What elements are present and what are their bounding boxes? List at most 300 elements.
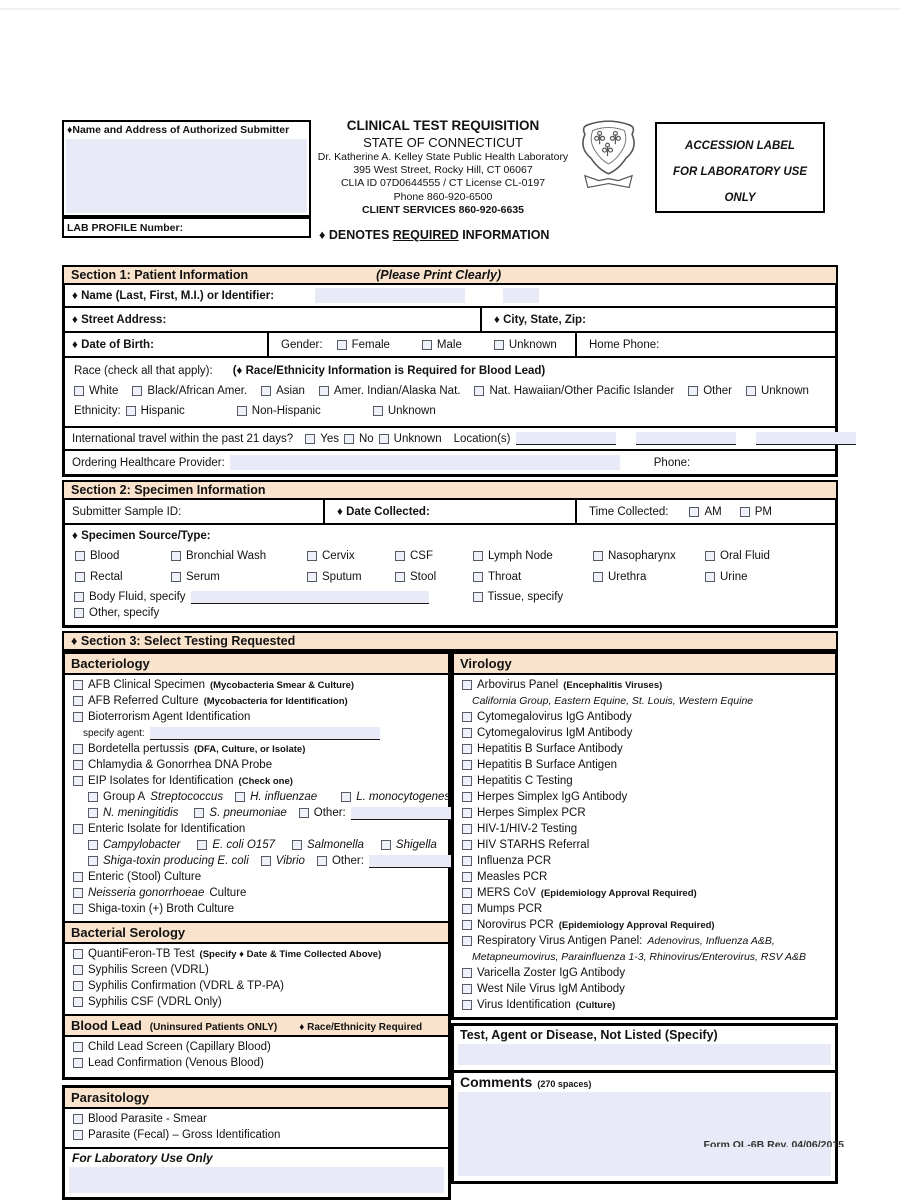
print-clearly-note: (Please Print Clearly)	[376, 268, 502, 282]
checkbox[interactable]	[171, 551, 181, 561]
text-label: Black/African Amer.	[147, 385, 248, 397]
bacteriology-box	[62, 651, 451, 1080]
left-test-column	[62, 651, 451, 1200]
lab-use-input-area[interactable]	[69, 1167, 444, 1193]
testing-columns	[62, 651, 838, 1200]
section2-box	[62, 500, 838, 628]
text-label: Oral Fluid	[720, 549, 770, 562]
specimen-option	[705, 568, 828, 585]
text-label: Arbovirus Panel	[477, 679, 559, 691]
checkbox[interactable]	[126, 406, 136, 416]
text-label: Influenza PCR	[477, 855, 552, 867]
checkbox[interactable]	[194, 808, 204, 818]
form-row	[460, 885, 833, 901]
comments-header	[454, 1070, 835, 1091]
form-title: CLINICAL TEST REQUISITION	[346, 118, 540, 133]
bacteriology-header	[65, 654, 448, 675]
text-label: AFB Clinical Specimen	[88, 679, 205, 691]
checkbox[interactable]	[73, 1058, 83, 1068]
fill-in-blank[interactable]	[756, 432, 856, 445]
checkbox[interactable]	[197, 840, 207, 850]
form-row	[460, 821, 833, 837]
checkbox[interactable]	[305, 434, 315, 444]
text-label: (♦ Race/Ethnicity Information is Required for Blood Lead)	[232, 365, 546, 377]
form-row	[71, 978, 446, 994]
virology-list	[454, 675, 835, 1017]
text-label: Child Lead Screen (Capillary Blood)	[88, 1041, 271, 1053]
text-label: International travel within the past 21 days?	[72, 432, 294, 445]
form-row	[71, 821, 446, 837]
checkbox[interactable]	[689, 507, 699, 517]
checkbox[interactable]	[422, 340, 432, 350]
checkbox[interactable]	[73, 949, 83, 959]
notlisted-header: Test, Agent or Disease, Not Listed (Specify)	[460, 1028, 718, 1042]
text-label: ♦ City, State, Zip:	[494, 313, 586, 326]
text-label: No	[358, 432, 374, 445]
checkbox[interactable]	[75, 572, 85, 582]
text-label: Varicella Zoster IgG Antibody	[477, 967, 626, 979]
bacterial-serology-header	[65, 921, 448, 944]
parasitology-header	[65, 1088, 448, 1109]
form-number	[704, 1139, 844, 1147]
form-row	[71, 1111, 446, 1127]
text-label: ♦ Date of Birth:	[72, 338, 154, 351]
text-label: (Epidemiology Approval Required)	[540, 887, 697, 899]
bacteriology-title: Bacteriology	[71, 656, 150, 671]
checkbox[interactable]	[395, 551, 405, 561]
section1-header	[62, 265, 838, 285]
text-label: Enteric Isolate for Identification	[88, 823, 246, 835]
text-label: Cytomegalovirus IgM Antibody	[477, 727, 633, 739]
checkbox[interactable]	[73, 904, 83, 914]
text-label: Rectal	[90, 570, 123, 583]
checkbox[interactable]	[462, 680, 472, 690]
text-label: Hepatitis C Testing	[477, 775, 573, 787]
text-label: Urethra	[608, 570, 647, 583]
checkbox[interactable]	[299, 808, 309, 818]
fill-in-blank[interactable]	[150, 727, 380, 740]
form-row	[460, 709, 833, 725]
form-row	[460, 917, 833, 933]
checkbox[interactable]	[319, 386, 329, 396]
submitter-box-label: ♦Name and Address of Authorized Submitter	[67, 124, 290, 136]
checkbox[interactable]	[73, 696, 83, 706]
checkbox[interactable]	[381, 840, 391, 850]
checkbox[interactable]	[132, 386, 142, 396]
form-row	[460, 869, 833, 885]
checkbox[interactable]	[73, 981, 83, 991]
virology-header	[454, 654, 835, 675]
checkbox[interactable]	[379, 434, 389, 444]
text-label: Body Fluid, specify	[89, 591, 186, 603]
fill-in-blank[interactable]	[191, 591, 429, 604]
checkbox[interactable]	[73, 744, 83, 754]
checkbox[interactable]	[73, 760, 83, 770]
lab-use-only-title: For Laboratory Use Only	[72, 1151, 213, 1165]
form-row	[71, 853, 446, 869]
checkbox[interactable]	[462, 920, 472, 930]
checkbox[interactable]	[261, 856, 271, 866]
form-row	[460, 965, 833, 981]
specimen-source-grid	[72, 547, 828, 585]
text-label: Other:	[313, 807, 346, 819]
checkbox[interactable]	[462, 808, 472, 818]
lab-name: Dr. Katherine A. Kelley State Public Health Laboratory	[317, 151, 569, 164]
form-row	[71, 885, 446, 901]
section2-title: Section 2: Specimen Information	[71, 483, 266, 497]
checkbox[interactable]	[473, 592, 483, 602]
section3-title: ♦ Section 3: Select Testing Requested	[71, 634, 296, 648]
specimen-option	[593, 547, 705, 564]
specimen-option	[171, 568, 307, 585]
checkbox[interactable]	[317, 856, 327, 866]
text-label: Group A	[103, 791, 146, 803]
form-row	[71, 946, 446, 962]
section1-title: Section 1: Patient Information	[71, 268, 249, 282]
form-row	[72, 361, 828, 381]
text-label: Shiga-toxin producing E. coli	[103, 855, 249, 867]
form-row	[72, 381, 828, 401]
checkbox[interactable]	[462, 856, 472, 866]
checkbox[interactable]	[462, 824, 472, 834]
checkbox[interactable]	[261, 386, 271, 396]
text-label: Female	[351, 338, 390, 351]
checkbox[interactable]	[462, 728, 472, 738]
checkbox[interactable]	[473, 551, 483, 561]
checkbox[interactable]	[373, 406, 383, 416]
specimen-option	[473, 568, 593, 585]
form-row	[71, 1127, 446, 1143]
specimen-option	[307, 547, 395, 564]
fill-in-blank[interactable]	[636, 432, 736, 445]
text-label: Culture	[209, 887, 247, 899]
text-label: Submitter Sample ID:	[72, 505, 182, 518]
parasitology-title: Parasitology	[71, 1090, 150, 1105]
checkbox[interactable]	[74, 608, 84, 618]
checkbox[interactable]	[73, 1130, 83, 1140]
checkbox[interactable]	[292, 840, 302, 850]
text-label: Bordetella pertussis	[88, 743, 189, 755]
form-row	[460, 725, 833, 741]
text-label: HIV-1/HIV-2 Testing	[477, 823, 578, 835]
text-label: Urine	[720, 570, 748, 583]
checkbox[interactable]	[88, 856, 98, 866]
form-row	[71, 962, 446, 978]
text-label: Respiratory Virus Antigen Panel:	[477, 935, 643, 947]
text-label: ♦ Street Address:	[72, 313, 167, 326]
text-label: Bronchial Wash	[186, 549, 267, 562]
text-label: Cervix	[322, 549, 355, 562]
specimen-option	[171, 547, 307, 564]
form-row	[71, 677, 446, 693]
form-row	[460, 997, 833, 1013]
text-label: Amer. Indian/Alaska Nat.	[333, 385, 461, 397]
text-label: EIP Isolates for Identification	[88, 775, 234, 787]
checkbox[interactable]	[494, 340, 504, 350]
date-collected-cell	[330, 500, 577, 523]
blood-lead-title: Blood Lead	[71, 1018, 142, 1033]
denotes-required-note	[319, 228, 549, 242]
checkbox[interactable]	[462, 840, 472, 850]
text-label: Yes	[320, 432, 339, 445]
text-label: Time Collected:	[589, 505, 669, 518]
text-label: Shiga-toxin (+) Broth Culture	[88, 903, 235, 915]
checkbox[interactable]	[705, 551, 715, 561]
page-top-edge	[0, 8, 900, 10]
specimen-option	[473, 547, 593, 564]
form-row	[71, 994, 446, 1010]
checkbox[interactable]	[462, 872, 472, 882]
text-label: Blood	[90, 549, 120, 562]
date-of-birth-cell	[65, 333, 269, 356]
text-label: QuantiFeron-TB Test	[88, 948, 195, 960]
submitter-sample-id-cell	[65, 500, 325, 523]
form-row	[71, 805, 446, 821]
checkbox[interactable]	[73, 1042, 83, 1052]
text-label: ♦ Date Collected:	[337, 505, 430, 518]
comments-input-area[interactable]	[458, 1092, 831, 1176]
checkbox[interactable]	[73, 965, 83, 975]
checkbox[interactable]	[307, 551, 317, 561]
travel-row	[65, 428, 835, 451]
checkbox[interactable]	[337, 340, 347, 350]
text-label: Home Phone:	[589, 338, 660, 351]
specimen-source-label: ♦ Specimen Source/Type:	[72, 530, 211, 542]
checkbox[interactable]	[462, 744, 472, 754]
text-label: Nasopharynx	[608, 549, 676, 562]
form-row	[72, 401, 828, 421]
text-label: Ordering Healthcare Provider:	[72, 456, 225, 469]
notlisted-input-area[interactable]	[458, 1044, 831, 1065]
checkbox[interactable]	[73, 1114, 83, 1124]
checkbox[interactable]	[740, 507, 750, 517]
form-row	[71, 725, 446, 741]
lab-license: CLIA ID 07D0644555 / CT License CL-0197	[340, 177, 546, 190]
checkbox[interactable]	[462, 792, 472, 802]
text-label: Measles PCR	[477, 871, 548, 883]
text-label: Other	[703, 385, 732, 397]
form-row	[71, 1055, 446, 1071]
section1-box	[62, 285, 838, 477]
checkbox[interactable]	[341, 792, 351, 802]
body-fluid-row	[72, 589, 828, 605]
text-label: Other, specify	[89, 607, 160, 619]
lab-profile-label: LAB PROFILE Number:	[67, 221, 184, 234]
form-header	[62, 116, 838, 265]
accession-line-3: ONLY	[724, 191, 756, 204]
checkbox[interactable]	[473, 572, 483, 582]
form-row	[71, 869, 446, 885]
text-label: Location(s)	[453, 432, 511, 445]
checkbox[interactable]	[344, 434, 354, 444]
checkbox[interactable]	[462, 1000, 472, 1010]
accession-label-box	[655, 122, 825, 213]
lab-address: 395 West Street, Rocky Hill, CT 06067	[353, 164, 533, 177]
submitter-address-box	[62, 120, 311, 217]
city-state-zip-cell	[487, 308, 835, 331]
blood-lead-note: (Uninsured Patients ONLY)	[149, 1022, 278, 1033]
text-label: Other:	[331, 855, 364, 867]
provider-row	[65, 451, 835, 474]
checkbox[interactable]	[73, 776, 83, 786]
serology-title: Bacterial Serology	[71, 925, 186, 940]
fill-in-blank[interactable]	[369, 855, 464, 868]
text-label: Hepatitis B Surface Antigen	[477, 759, 617, 771]
form-row	[460, 693, 833, 709]
text-label: (DFA, Culture, or Isolate)	[194, 743, 306, 755]
checkbox[interactable]	[74, 386, 84, 396]
form-row	[460, 853, 833, 869]
checkbox[interactable]	[73, 888, 83, 898]
checkbox[interactable]	[705, 572, 715, 582]
checkbox[interactable]	[73, 824, 83, 834]
checkbox[interactable]	[235, 792, 245, 802]
text-label: Mumps PCR	[477, 903, 543, 915]
input-area[interactable]	[315, 288, 465, 303]
checkbox[interactable]	[171, 572, 181, 582]
checkbox[interactable]	[462, 984, 472, 994]
client-services-phone: CLIENT SERVICES 860-920-6635	[361, 203, 525, 216]
fill-in-blank[interactable]	[351, 807, 463, 820]
checkbox[interactable]	[474, 386, 484, 396]
lab-profile-row	[62, 217, 311, 238]
checkbox[interactable]	[237, 406, 247, 416]
specimen-option	[75, 568, 171, 585]
text-label: Phone:	[653, 456, 691, 469]
form-row	[460, 837, 833, 853]
checkbox[interactable]	[462, 888, 472, 898]
text-label: Unknown	[508, 338, 557, 351]
checkbox[interactable]	[73, 680, 83, 690]
text-label: Throat	[488, 570, 522, 583]
text-label: (Culture)	[575, 999, 616, 1011]
form-row	[71, 741, 446, 757]
checkbox[interactable]	[395, 572, 405, 582]
text-label: Male	[436, 338, 462, 351]
form-row	[71, 789, 451, 805]
submitter-address-input[interactable]	[66, 139, 307, 213]
text-label: L. monocytogenes	[356, 791, 451, 803]
text-label: CSF	[410, 549, 433, 562]
checkbox[interactable]	[462, 712, 472, 722]
text-label: MERS CoV	[477, 887, 536, 899]
text-label: Herpes Simplex IgG Antibody	[477, 791, 628, 803]
street-address-cell	[65, 308, 482, 331]
form-row	[460, 773, 833, 789]
form-row	[460, 741, 833, 757]
text-label: Serum	[186, 570, 220, 583]
checkbox[interactable]	[462, 936, 472, 946]
blood-lead-list	[65, 1037, 448, 1077]
form-row	[460, 981, 833, 997]
text-label: Sputum	[322, 570, 362, 583]
checkbox[interactable]	[73, 997, 83, 1007]
text-label: Syphilis CSF (VDRL Only)	[88, 996, 222, 1008]
denotes-suffix: INFORMATION	[458, 228, 550, 242]
checkbox[interactable]	[462, 904, 472, 914]
text-label: Vibrio	[275, 855, 305, 867]
text-label: Lead Confirmation (Venous Blood)	[88, 1057, 264, 1069]
text-label: Metapneumovirus, Parainfluenza 1-3, Rhinovirus/Enterovirus, RSV A&B	[472, 951, 807, 963]
text-label: (Specify ♦ Date & Time Collected Above)	[199, 948, 382, 960]
text-label: Norovirus PCR	[477, 919, 554, 931]
checkbox[interactable]	[462, 776, 472, 786]
gender-cell	[274, 333, 577, 356]
checkbox[interactable]	[462, 760, 472, 770]
text-label: E. coli O157	[212, 839, 275, 851]
connecticut-state-seal-icon	[579, 118, 638, 196]
text-label: AM	[704, 505, 722, 518]
text-label: (Mycobacteria Smear & Culture)	[209, 679, 355, 691]
checkbox[interactable]	[88, 792, 98, 802]
text-label: Virus Identification	[477, 999, 571, 1011]
text-label: Unknown	[387, 405, 436, 417]
checkbox[interactable]	[73, 712, 83, 722]
checkbox[interactable]	[88, 840, 98, 850]
specimen-option	[395, 547, 473, 564]
text-label: ♦ Name (Last, First, M.I.) or Identifier:	[72, 289, 275, 302]
text-label: Neisseria gonorrhoeae	[88, 887, 205, 899]
checkbox[interactable]	[74, 592, 84, 602]
checkbox[interactable]	[73, 872, 83, 882]
checkbox[interactable]	[307, 572, 317, 582]
text-label: Chlamydia & Gonorrhea DNA Probe	[88, 759, 273, 771]
form-row	[71, 693, 446, 709]
form-number-text: Form OL-6B Rev. 04/06/2015	[703, 1139, 844, 1147]
virology-box	[451, 651, 838, 1020]
checkbox[interactable]	[688, 386, 698, 396]
checkbox[interactable]	[88, 808, 98, 818]
checkbox[interactable]	[593, 572, 603, 582]
text-label: West Nile Virus IgM Antibody	[477, 983, 625, 995]
text-label: Herpes Simplex PCR	[477, 807, 586, 819]
time-collected-cell	[582, 500, 835, 523]
text-label: specify agent:	[83, 727, 145, 739]
address-row	[65, 308, 835, 333]
denotes-required-word: REQUIRED	[392, 228, 459, 242]
text-label: Hispanic	[140, 405, 185, 417]
dob-gender-phone-row	[65, 333, 835, 358]
text-label: H. influenzae	[250, 791, 318, 803]
input-area[interactable]	[230, 455, 620, 470]
text-label: Gender:	[281, 338, 323, 351]
serology-list	[65, 944, 448, 1014]
race-ethnicity-block	[65, 358, 835, 428]
form-row	[71, 1039, 446, 1055]
form-row	[460, 757, 833, 773]
right-test-column	[451, 651, 838, 1187]
form-row	[460, 789, 833, 805]
checkbox[interactable]	[746, 386, 756, 396]
fill-in-blank[interactable]	[516, 432, 616, 445]
text-label: Tissue, specify	[487, 591, 564, 603]
form-row	[460, 949, 833, 965]
lab-use-only-header	[65, 1147, 448, 1167]
text-label: Enteric (Stool) Culture	[88, 871, 202, 883]
form-row	[71, 773, 446, 789]
text-label: Bioterrorism Agent Identification	[88, 711, 251, 723]
form-row	[460, 901, 833, 917]
section2-header	[62, 480, 838, 500]
text-label: Syphilis Confirmation (VDRL & TP-PA)	[88, 980, 284, 992]
checkbox[interactable]	[593, 551, 603, 561]
checkbox[interactable]	[462, 968, 472, 978]
parasitology-box	[62, 1085, 451, 1200]
text-label: Race (check all that apply):	[74, 365, 213, 377]
specimen-option	[395, 568, 473, 585]
checkbox[interactable]	[75, 551, 85, 561]
input-area[interactable]	[503, 288, 539, 303]
